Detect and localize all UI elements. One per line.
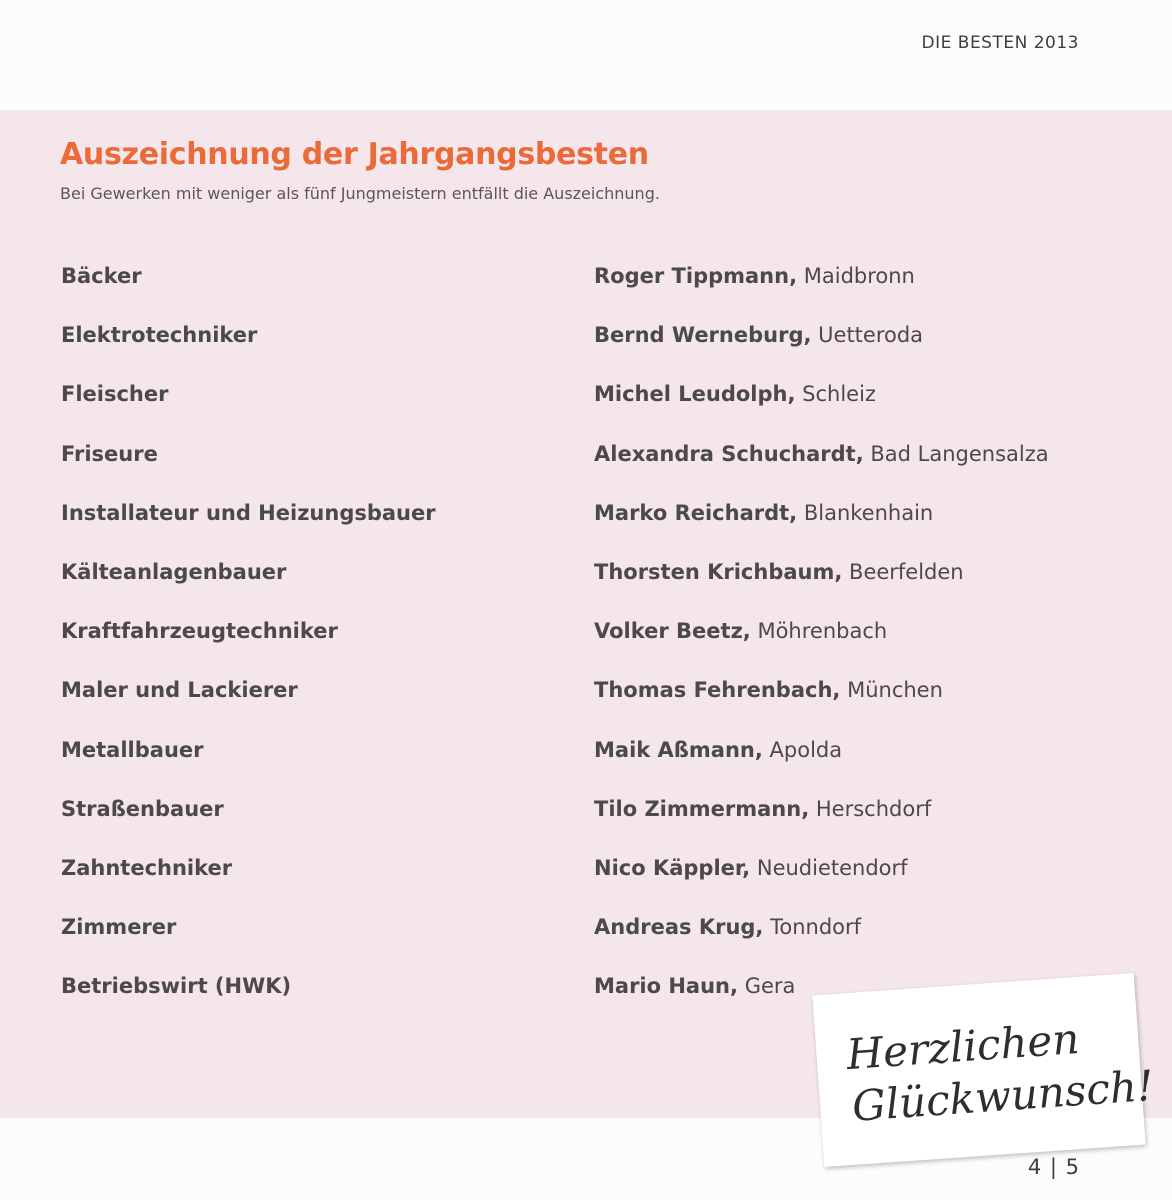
winner [594, 856, 908, 880]
winner [594, 738, 842, 762]
list-item [0, 736, 1172, 795]
list-item [0, 321, 1172, 380]
page-numbers: 4 | 5 [1027, 1155, 1080, 1179]
winner-name: Maik Aßmann, [594, 737, 763, 762]
winner-city: Schleiz [802, 382, 876, 407]
award-list [0, 262, 1172, 1031]
winner-city: Apolda [769, 737, 843, 762]
page-top-band [0, 0, 1172, 110]
page-title: Auszeichnung der Jahrgangsbesten [60, 137, 649, 172]
winner-city: Uetteroda [818, 323, 924, 348]
trade-label: Elektrotechniker [61, 323, 258, 348]
winner-name: Volker Beetz, [594, 619, 751, 644]
winner-city: Neudietendorf [756, 855, 908, 880]
trade-label: Kraftfahrzeugtechniker [61, 619, 338, 644]
winner-name: Bernd Werneburg, [594, 323, 812, 348]
winner-name: Andreas Krug, [594, 915, 764, 940]
list-item [0, 499, 1172, 558]
winner-city: Maidbronn [803, 264, 915, 288]
list-item [0, 913, 1172, 972]
trade-label: Zahntechniker [61, 855, 233, 880]
winner [594, 619, 887, 643]
winner [594, 382, 876, 406]
trade-label: Straßenbauer [61, 796, 224, 821]
list-item [0, 380, 1172, 439]
winner [594, 501, 933, 525]
trade-label: Bäcker [61, 264, 142, 288]
winner-name: Alexandra Schuchardt, [594, 441, 864, 466]
winner-city: Herschdorf [815, 796, 932, 821]
congratulations-line-1: Herzlichen [844, 1014, 1081, 1080]
winner [594, 797, 931, 821]
winner-name: Roger Tippmann, [594, 264, 798, 288]
header-label: DIE BESTEN 2013 [921, 33, 1079, 53]
winner-city: Tonndorf [770, 915, 862, 940]
winner-name: Thomas Fehrenbach, [594, 678, 841, 703]
list-item [0, 676, 1172, 735]
trade-label: Friseure [61, 441, 158, 466]
winner [594, 915, 861, 939]
winner-city: Beerfelden [849, 559, 964, 584]
page-subtitle: Bei Gewerken mit weniger als fünf Jungmeistern entfällt die Auszeichnung. [60, 184, 660, 203]
winner [594, 560, 964, 584]
winner-city: Gera [744, 974, 796, 999]
trade-label: Fleischer [61, 382, 169, 407]
list-item [0, 440, 1172, 499]
winner [594, 678, 943, 702]
winner [594, 323, 923, 347]
winner-name: Michel Leudolph, [594, 382, 796, 407]
winner-name: Tilo Zimmermann, [594, 796, 810, 821]
trade-label: Maler und Lackierer [61, 678, 298, 703]
winner-city: Blankenhain [803, 500, 934, 525]
list-item [0, 617, 1172, 676]
trade-label: Zimmerer [61, 915, 177, 940]
winner-name: Thorsten Krichbaum, [594, 559, 843, 584]
winner-name: Marko Reichardt, [594, 500, 798, 525]
winner-name: Nico Käppler, [594, 855, 751, 880]
congratulations-text [844, 1010, 1156, 1133]
winner-city: München [847, 678, 943, 703]
trade-label: Installateur und Heizungsbauer [61, 500, 436, 525]
winner [594, 264, 915, 288]
winner [594, 442, 1049, 466]
trade-label: Metallbauer [61, 737, 204, 762]
list-item [0, 262, 1172, 321]
list-item [0, 854, 1172, 913]
trade-label: Betriebswirt (HWK) [61, 974, 292, 999]
winner-city: Möhrenbach [757, 619, 888, 644]
trade-label: Kälteanlagenbauer [61, 559, 287, 584]
winner-city: Bad Langensalza [870, 441, 1049, 466]
winner [594, 974, 795, 998]
winner-name: Mario Haun, [594, 974, 738, 999]
list-item [0, 795, 1172, 854]
congratulations-line-2: Glückwunsch! [850, 1060, 1156, 1131]
congratulations-card [812, 973, 1156, 1167]
list-item [0, 558, 1172, 617]
